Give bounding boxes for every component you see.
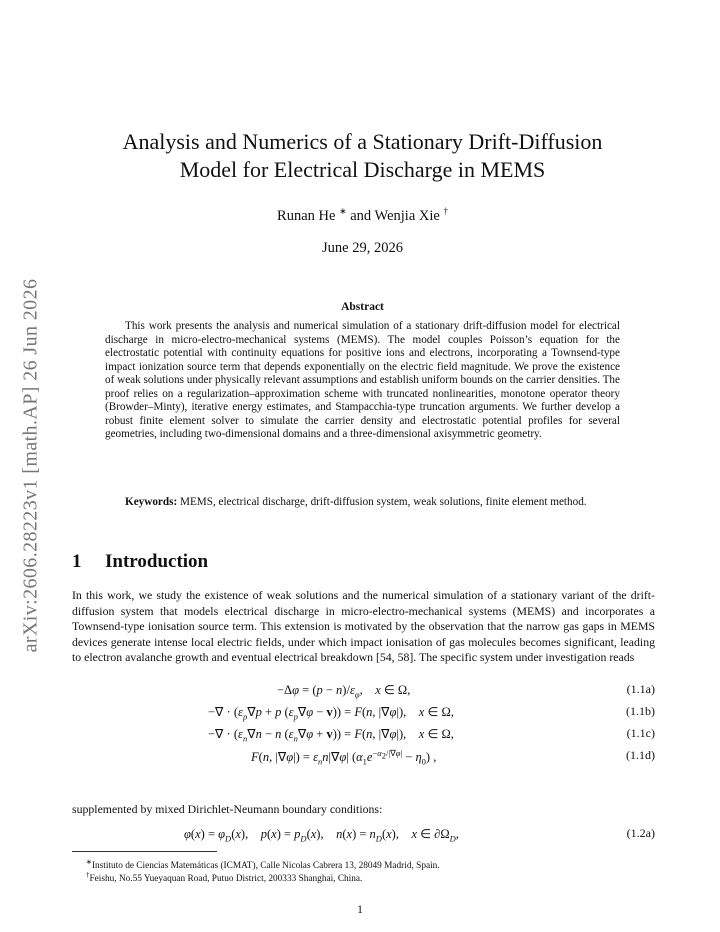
equation-1-1d [72,748,655,765]
paper-date: June 29, 2026 [322,240,403,256]
paper-title [80,128,645,184]
author-he-footnote-mark: ∗ [339,206,347,216]
equation-1-1a [72,682,655,699]
keywords-list: MEMS, electrical discharge, drift-diffusion system, weak solutions, finite element method. [180,496,587,508]
introduction-paragraph: In this work, we study the existence of weak solutions and the numerical simulation of a stationary variant of the drift-diffusion system that models electrical discharge in micro-electro-mechanical systems (MEMS) and incorporates a Townsend-type ionisation source term. This extension is motivated by the observation that the narrow gas gaps in MEMS devices generate intense local electric fields, under which impact ionisation of gas molecules becomes significant, leading to electron avalanche growth and eventual electrical breakdown [54, 58]. The specific system under investigation reads [72,588,655,665]
section-heading-introduction [72,551,208,573]
equation-1-1a-body: $-\Delta\varphi = (p - n)/\varepsilon_\varphi$, x ∈ Ω, [277,683,411,700]
equation-number: (1.1b) [626,704,655,718]
equation-number: (1.1c) [626,726,655,740]
abstract-text: This work presents the analysis and numerical simulation of a stationary drift-diffusion model for electrical discharge in micro-electro-mechanical systems (MEMS). The model couples Poisson’s equation for the electrostatic potential with continuity equations for positive ions and electrons, incorporating a Townsend-type impact ionization source term that depends exponentially on the electric field magnitude. We prove the existence of weak solutions under physically relevant assumptions and establish uniform bounds on the carrier densities. The proof relies on a regularization–approximation scheme with truncated nonlinearities, monotone operator theory (Browder–Minty), iterative energy estimates, and Stampacchia-type truncation arguments. We further develop a robust finite element solver to simulate the carrier density and electrostatic potential profiles for several geometries, including two-dimensional domains and a three-dimensional axisymmetric geometry. [105,320,620,440]
footnote-1-mark: ∗ [86,858,92,866]
footnote-1-text: Instituto de Ciencias Matemáticas (ICMAT), Calle Nicolas Cabrera 13, 28049 Madrid, Spain. [91,861,440,872]
equation-number: (1.2a) [626,826,655,840]
arxiv-sidebar-stamp [14,250,48,680]
equation-1-1c-body: −∇ · ($\varepsilon_n\nabla n - n$ $(\varepsilon_n\nabla\varphi + v)) = F(n$, |∇φ|), x ∈ Ω, [208,727,454,744]
equation-1-2a [72,826,655,843]
footnote-2 [86,869,656,885]
keywords [105,496,620,510]
boundary-conditions-text: supplemented by mixed Dirichlet-Neumann boundary conditions: [72,802,383,816]
equation-1-1c [72,726,655,743]
equation-number: (1.1a) [626,682,655,696]
title-line-2: Model for Electrical Discharge in MEMS [179,157,546,182]
equation-1-1b [72,704,655,721]
page-number: 1 [357,902,363,916]
section-number: 1 [72,551,82,572]
author-xie: Wenjia Xie [374,207,440,224]
footnote-2-mark: † [86,871,90,879]
author-conjunction: and [350,207,372,224]
author-list [80,206,645,225]
equation-1-2a-body: $\varphi(x) = \varphi_D(x)$, $p(x) = p_D(x)$, $n(x) = n_D(x)$, x ∈ $\partial\Omega_D$, [184,827,459,844]
arxiv-identifier: arXiv:2606.28223v1 [math.AP] 26 Jun 2026 [19,278,42,652]
section-title: Introduction [105,551,209,572]
abstract-heading: Abstract [341,301,384,313]
equation-number: (1.1d) [626,748,655,762]
equation-1-1b-body: −∇ · ($\varepsilon_p\nabla p + p$ $(\varepsilon_p\nabla\varphi - v)) = F(n$, |∇φ|), x ∈ Ω, [208,705,454,722]
footnote-2-text: Feishu, No.55 Yueyaquan Road, Putuo District, 200333 Shanghai, China. [89,874,363,885]
footnote-divider [72,851,217,852]
equation-1-1d-body: F(n, $|\nabla\varphi|) = \varepsilon_nn|\nabla\varphi|$ $(\alpha_1e^{-\alpha_2/|\nabla\varphi|} - \eta_0)$ , [251,748,437,767]
author-he: Runan He [277,207,336,224]
title-line-1: Analysis and Numerics of a Stationary Drift-Diffusion [122,129,603,154]
author-xie-footnote-mark: † [443,206,448,216]
keywords-label: Keywords: [125,496,178,508]
